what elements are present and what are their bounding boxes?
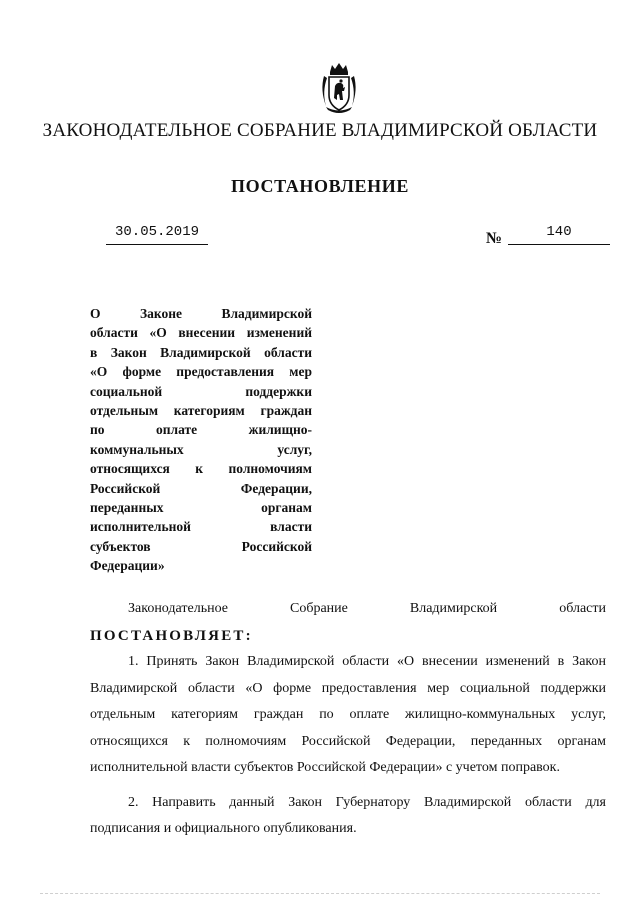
subject-line: отдельным категориям граждан xyxy=(90,403,312,419)
subject-line: «О форме предоставления мер xyxy=(90,364,312,380)
decree-word: ПОСТАНОВЛЯЕТ: xyxy=(90,627,253,644)
preamble-text: Законодательное Собрание Владимирской области xyxy=(128,601,606,616)
subject-line: О Законе Владимирской xyxy=(90,306,312,321)
subject-line: переданных органам xyxy=(90,500,312,516)
subject-heading xyxy=(90,304,312,576)
subject-line: по оплате жилищно- xyxy=(90,422,312,438)
scan-artifact-divider xyxy=(40,893,600,895)
paragraph: 2. Направить данный Закон Губернатору Владимирской области для подписания и официального опубликования. xyxy=(90,794,606,836)
subject-line: социальной поддержки xyxy=(90,383,312,399)
subject-line: в Закон Владимирской области xyxy=(90,344,312,360)
subject-line: коммунальных услуг, xyxy=(90,441,312,457)
subject-line: относящихся к полномочиям xyxy=(90,461,312,477)
organization-name: ЗАКОНОДАТЕЛЬНОЕ СОБРАНИЕ ВЛАДИМИРСКОЙ ОБЛАСТИ xyxy=(42,120,598,141)
subject-line: области «О внесении изменений xyxy=(90,325,312,341)
coat-of-arms-icon xyxy=(318,62,360,114)
subject-line: субъектов Российской xyxy=(90,538,312,554)
subject-line: Федерации» xyxy=(90,558,165,574)
subject-line: Российской Федерации, xyxy=(90,480,312,496)
paragraph: 1. Принять Закон Владимирской области «О внесении изменений в Закон Владимирской области «О форме предоставления мер социальной поддержки отдельным категориям граждан по оплате жилищно-коммунальных услуг, относящихся к полномочиям Российской Федерации, переданных органам исполнительной власти субъектов Российской Федерации» с учетом поправок. xyxy=(90,654,606,775)
subject-line: исполнительной власти xyxy=(90,519,312,535)
document-type-title: ПОСТАНОВЛЕНИЕ xyxy=(231,176,409,196)
document-date: 30.05.2019 xyxy=(106,224,208,245)
number-sign: № xyxy=(486,230,503,247)
document-number-block xyxy=(486,224,610,248)
document-body xyxy=(90,596,606,843)
document-number: 140 xyxy=(508,224,610,245)
